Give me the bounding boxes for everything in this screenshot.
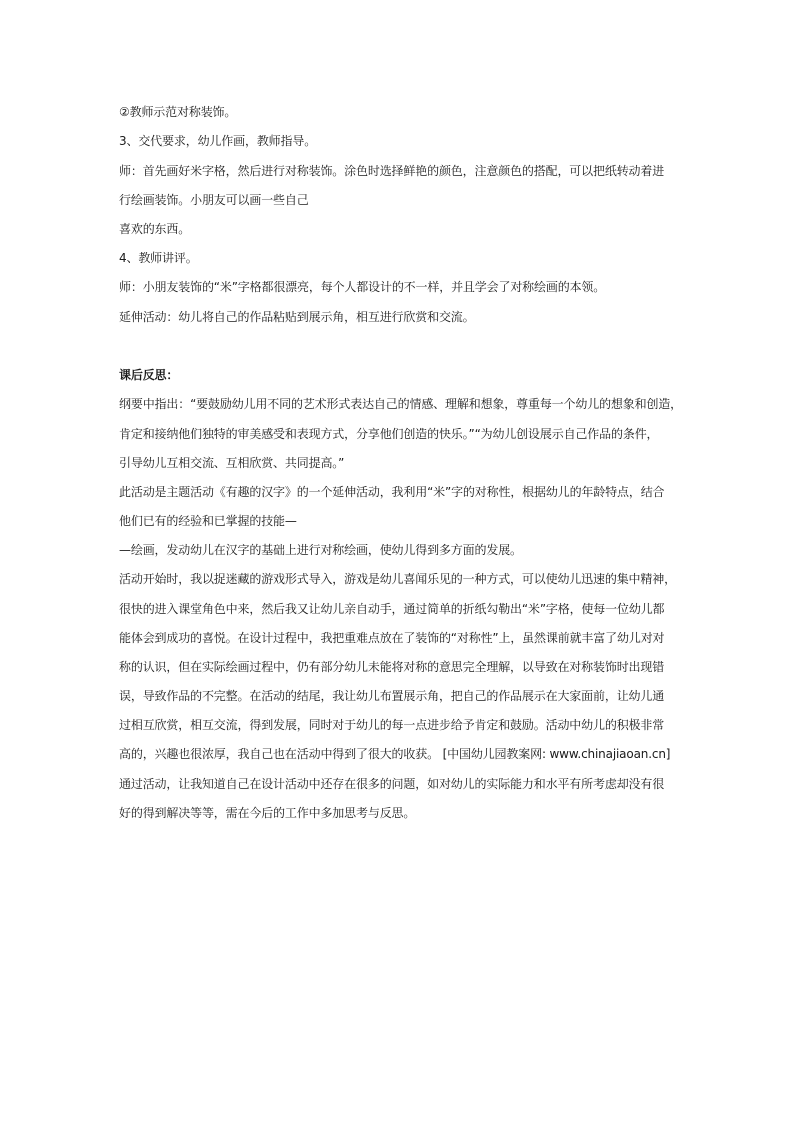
reflection-paragraph-2-line-3: —绘画，发动幼儿在汉字的基础上进行对称绘画，使幼儿得到多方面的发展。 (119, 543, 522, 557)
step-2-demonstration: ②教师示范对称装饰。 (119, 105, 237, 119)
reflection-paragraph-3-line-5: 误，导致作品的不完整。在活动的结尾，我让幼儿布置展示角，把自己的作品展示在大家面前，让幼儿通 (119, 689, 665, 703)
step-3-heading: 3、交代要求，幼儿作画，教师指导。 (119, 134, 317, 148)
teacher-instruction-line-2: 行绘画装饰。小朋友可以画一些自己 (119, 193, 309, 207)
extension-activity: 延伸活动：幼儿将自己的作品粘贴到展示角，相互进行欣赏和交流。 (119, 310, 475, 324)
reflection-paragraph-3-line-1: 活动开始时，我以捉迷藏的游戏形式导入，游戏是幼儿喜闻乐见的一种方式，可以使幼儿迅速的集中精神， (119, 572, 676, 586)
reflection-paragraph-2-line-1: 此活动是主题活动《有趣的汉字》的一个延伸活动，我利用“米”字的对称性，根据幼儿的年龄特点，结合 (119, 485, 665, 499)
reflection-paragraph-3-line-6: 过相互欣赏，相互交流，得到发展，同时对于幼儿的每一点进步给予肯定和鼓励。活动中幼儿的积极非常 (119, 718, 665, 732)
teacher-instruction-line-1: 师：首先画好米字格，然后进行对称装饰。涂色时选择鲜艳的颜色，注意颜色的搭配，可以把纸转动着进 (119, 164, 665, 178)
reflection-paragraph-1-line-1: 纲要中指出：“要鼓励幼儿用不同的艺术形式表达自己的情感、理解和想象，尊重每一个幼儿的想象和创造， (119, 397, 683, 411)
step-4-heading: 4、教师讲评。 (119, 251, 198, 265)
reflection-paragraph-3-line-2: 很快的进入课堂角色中来，然后我又让幼儿亲自动手，通过简单的折纸勾勒出“米”字格，使每一位幼儿都 (119, 602, 665, 616)
reflection-paragraph-3-line-3: 能体会到成功的喜悦。在设计过程中，我把重难点放在了装饰的“对称性”上，虽然课前就丰富了幼儿对对 (119, 631, 665, 645)
teacher-instruction-line-3: 喜欢的东西。 (119, 222, 191, 236)
reflection-paragraph-4-line-2: 好的得到解决等等，需在今后的工作中多加思考与反思。 (119, 806, 416, 820)
reflection-paragraph-2-line-2: 他们已有的经验和已掌握的技能— (119, 514, 297, 528)
reflection-paragraph-1-line-2: 肯定和接纳他们独特的审美感受和表现方式，分享他们创造的快乐。”“为幼儿创设展示自己作品的条件， (119, 427, 659, 441)
reflection-paragraph-4-line-1: 通过活动，让我知道自己在设计活动中还存在很多的问题，如对幼儿的实际能力和水平有所考虑却没有很 (119, 777, 665, 791)
reflection-heading: 课后反思： (119, 368, 179, 382)
reflection-paragraph-3-text: 高的，兴趣也很浓厚，我自己也在活动中得到了很大的收获。 (119, 747, 439, 761)
source-website-link[interactable]: [中国幼儿园教案网: www.chinajiaoan.cn] (442, 747, 671, 761)
reflection-paragraph-1-line-3: 引导幼儿互相交流、互相欣赏、共同提高。” (119, 456, 345, 470)
teacher-comment: 师：小朋友装饰的“米”字格都很漂亮，每个人都设计的不一样，并且学会了对称绘画的本领。 (119, 280, 606, 294)
reflection-paragraph-3-line-7 (119, 746, 670, 762)
reflection-paragraph-3-line-4: 称的认识，但在实际绘画过程中，仍有部分幼儿未能将对称的意思完全理解，以导致在对称装饰时出现错 (119, 660, 665, 674)
